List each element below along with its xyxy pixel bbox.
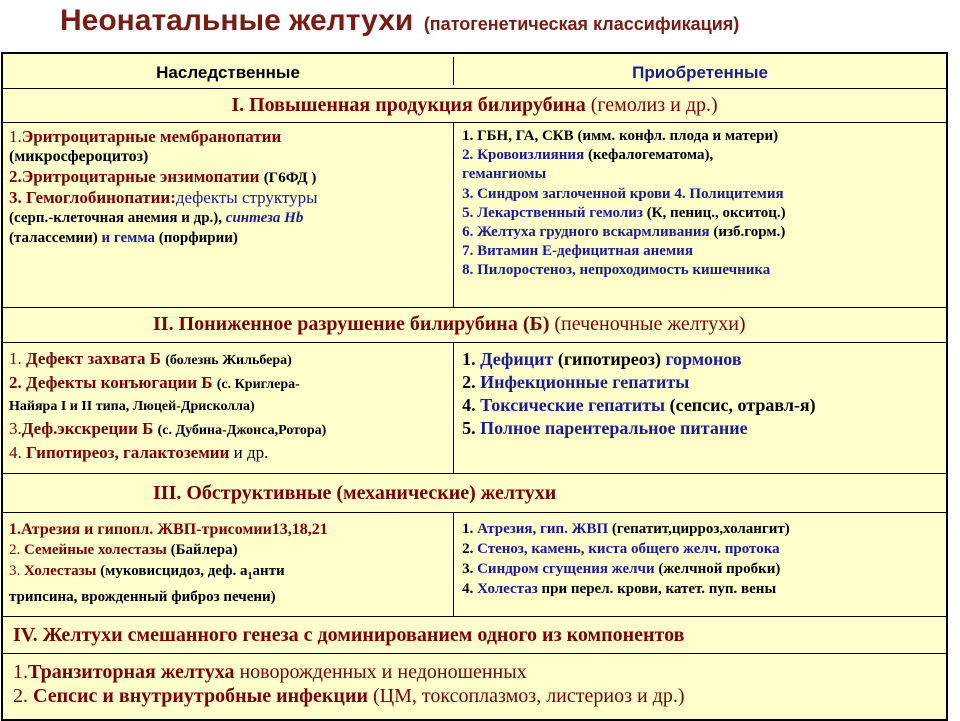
list-item: 1.Эритроцитарные мембранопатии bbox=[9, 127, 282, 146]
section-1-data-row bbox=[3, 122, 946, 307]
section-4-content bbox=[3, 654, 946, 719]
title-main: Неонатальные желтухи bbox=[60, 4, 414, 37]
list-item: 3.Деф.экскреции Б (с. Дубина-Джонса,Ротора) bbox=[9, 419, 327, 438]
section-2-heading: II. Пониженное разрушение билирубина (Б) (печеночные желтухи) bbox=[153, 313, 746, 335]
list-item: 1.Атрезия и гипопл. ЖВП-трисомии13,18,21 bbox=[9, 521, 328, 538]
list-item: 6. Желтуха грудного вскармливания (изб.горм.) bbox=[462, 224, 786, 241]
section-3-heading-row bbox=[3, 473, 946, 512]
header-hereditary: Наследственные bbox=[3, 57, 454, 85]
list-item: гемангиомы bbox=[462, 166, 547, 183]
title-sub: (патогенетическая классификация) bbox=[423, 14, 740, 34]
section-1-heading-row bbox=[3, 88, 946, 122]
section-4-data-row bbox=[3, 653, 946, 719]
list-item: 2. Стеноз, камень, киста общего желч. протока bbox=[462, 541, 780, 557]
list-item: 1.Транзиторная желтуха новорожденных и недоношенных bbox=[13, 661, 527, 683]
list-item: 2. Кровоизлияния (кефалогематома), bbox=[462, 147, 714, 164]
list-item: (микросфероцитоз) bbox=[9, 148, 149, 165]
section-4-heading-row bbox=[3, 616, 946, 653]
list-item: 7. Витамин Е-дефицитная анемия bbox=[462, 243, 693, 260]
list-item: 2. Инфекционные гепатиты bbox=[462, 372, 690, 392]
list-item: 4. Токсические гепатиты (сепсис, отравл-я) bbox=[462, 395, 816, 415]
list-item: 2. Семейные холестазы (Байлера) bbox=[9, 542, 238, 558]
list-item: Найяра I и II типа, Люцей-Дрисколла) bbox=[9, 399, 255, 414]
section-3-acquired bbox=[454, 513, 946, 616]
list-item: 2. Дефекты конъюгации Б (с. Криглера- bbox=[9, 373, 300, 392]
list-item: 5. Лекарственный гемолиз (К, пениц., окситоц.) bbox=[462, 204, 786, 221]
section-3-hereditary bbox=[3, 513, 454, 616]
page-title bbox=[60, 4, 950, 50]
list-item: 2. Сепсис и внутриутробные инфекции (ЦМ, токсоплазмоз, листериоз и др.) bbox=[13, 685, 685, 707]
section-1-hereditary bbox=[3, 123, 454, 307]
list-item: трипсина, врожденный фиброз печени) bbox=[9, 589, 276, 605]
list-item: (талассемии) и гемма (порфирии) bbox=[9, 230, 238, 246]
section-2-acquired bbox=[454, 343, 946, 473]
section-3-heading: III. Обструктивные (механические) желтухи bbox=[153, 482, 557, 504]
classification-table bbox=[1, 52, 948, 721]
header-acquired: Приобретенные bbox=[632, 63, 768, 82]
section-2-heading-row bbox=[3, 307, 946, 342]
list-item: 2.Эритроцитарные энзимопатии (Г6ФД ) bbox=[9, 167, 317, 186]
list-item: 3. Гемоглобинопатии:дефекты структуры bbox=[9, 188, 318, 207]
section-2-hereditary bbox=[3, 343, 454, 473]
list-item: 1. Дефект захвата Б (болезнь Жильбера) bbox=[9, 349, 292, 368]
list-item: 3. Синдром заглоченной крови 4. Полицитемия bbox=[462, 185, 784, 202]
list-item: 3. Синдром сгущения желчи (желчной пробки) bbox=[462, 561, 781, 577]
section-1-acquired bbox=[454, 123, 946, 307]
list-item: 3. Холестазы (муковисцидоз, деф. $a_1анти$ bbox=[9, 563, 285, 582]
section-3-data-row bbox=[3, 512, 946, 616]
header-row bbox=[3, 54, 946, 88]
list-item: 8. Пилоростеноз, непроходимость кишечника bbox=[462, 262, 771, 279]
list-item: 4. Гипотиреоз, галактоземии и др. bbox=[9, 443, 269, 462]
list-item: 1. Дефицит (гипотиреоз) гормонов bbox=[462, 349, 742, 369]
section-2-data-row bbox=[3, 342, 946, 473]
list-item: 5. Полное парентеральное питание bbox=[462, 418, 748, 438]
list-item: 1. Атрезия, гип. ЖВП (гепатит,цирроз,холангит) bbox=[462, 521, 790, 537]
list-item: 1. ГБН, ГА, СКВ (имм. конфл. плода и матери) bbox=[462, 128, 779, 144]
list-item: (серп.-клеточная анемия и др.), синтеза Hb bbox=[9, 210, 304, 226]
list-item: 4. Холестаз при перел. крови, катет. пуп. вены bbox=[462, 581, 777, 597]
section-4-heading: IV. Желтухи смешанного генеза с доминированием одного из компонентов bbox=[13, 624, 685, 646]
section-1-heading: I. Повышенная продукция билирубина (гемолиз и др.) bbox=[231, 94, 718, 116]
